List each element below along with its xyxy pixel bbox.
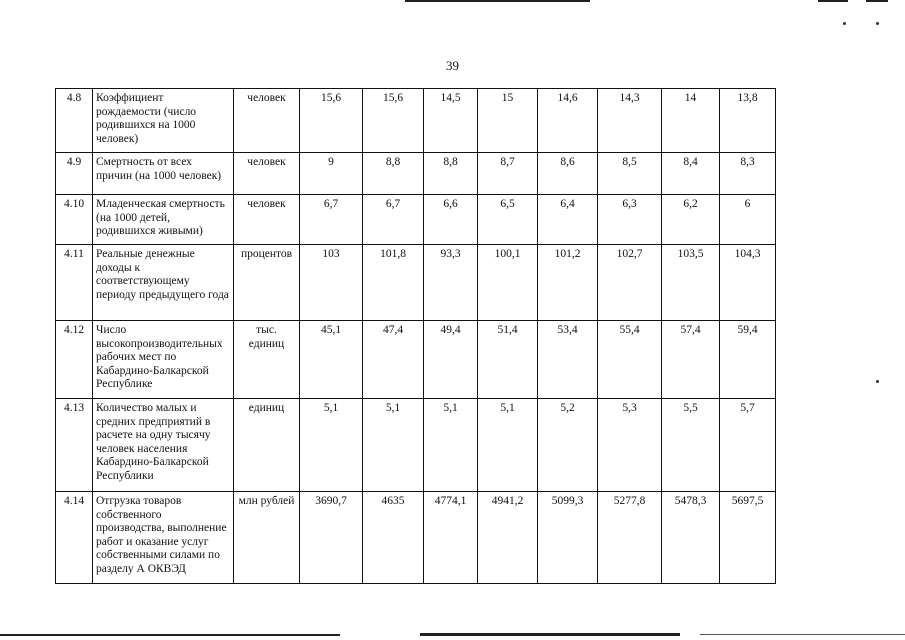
value-cell: 6 — [720, 195, 776, 245]
row-number: 4.11 — [56, 245, 93, 321]
value-cell: 8,3 — [720, 153, 776, 195]
page-number: 39 — [446, 58, 459, 73]
value-cell: 47,4 — [363, 321, 424, 399]
scan-speck — [876, 380, 879, 383]
value-cell: 6,3 — [598, 195, 662, 245]
value-cell: 5,1 — [300, 399, 363, 492]
value-cell: 8,5 — [598, 153, 662, 195]
unit-cell: процентов — [234, 245, 300, 321]
table-row — [56, 89, 776, 153]
value-cell: 6,4 — [538, 195, 598, 245]
value-cell: 5,7 — [720, 399, 776, 492]
indicator-name: Число высокопроизводительных рабочих мест по Кабардино-Балкарской Республике — [93, 321, 234, 399]
value-cell: 8,8 — [424, 153, 478, 195]
unit-cell: тыс. единиц — [234, 321, 300, 399]
value-cell: 14 — [662, 89, 720, 153]
table-body — [56, 89, 776, 584]
indicator-name: Коэффициент рождаемости (число родившихся на 1000 человек) — [93, 89, 234, 153]
value-cell: 4941,2 — [478, 492, 538, 584]
value-cell: 8,4 — [662, 153, 720, 195]
unit-cell: человек — [234, 195, 300, 245]
value-cell: 15 — [478, 89, 538, 153]
value-cell: 6,2 — [662, 195, 720, 245]
value-cell: 15,6 — [300, 89, 363, 153]
value-cell: 5,1 — [424, 399, 478, 492]
value-cell: 14,5 — [424, 89, 478, 153]
table-row — [56, 399, 776, 492]
table-row — [56, 492, 776, 584]
indicator-name: Младенческая смертность (на 1000 детей, родившихся живыми) — [93, 195, 234, 245]
indicator-name: Количество малых и средних предприятий в расчете на одну тысячу человек населения Кабардино-Балкарской Республики — [93, 399, 234, 492]
value-cell: 49,4 — [424, 321, 478, 399]
value-cell: 14,3 — [598, 89, 662, 153]
value-cell: 6,5 — [478, 195, 538, 245]
value-cell: 100,1 — [478, 245, 538, 321]
scan-bottom-rule — [0, 634, 340, 636]
value-cell: 5,1 — [363, 399, 424, 492]
value-cell: 51,4 — [478, 321, 538, 399]
row-number: 4.8 — [56, 89, 93, 153]
unit-cell: единиц — [234, 399, 300, 492]
value-cell: 14,6 — [538, 89, 598, 153]
value-cell: 93,3 — [424, 245, 478, 321]
row-number: 4.10 — [56, 195, 93, 245]
row-number: 4.9 — [56, 153, 93, 195]
scan-bottom-rule — [420, 633, 680, 636]
value-cell: 6,6 — [424, 195, 478, 245]
scan-bottom-rule — [700, 634, 905, 635]
value-cell: 6,7 — [300, 195, 363, 245]
value-cell: 5478,3 — [662, 492, 720, 584]
value-cell: 8,6 — [538, 153, 598, 195]
value-cell: 55,4 — [598, 321, 662, 399]
value-cell: 15,6 — [363, 89, 424, 153]
indicator-name: Отгрузка товаров собственного производства, выполнение работ и оказание услуг собственными силами по разделу А ОКВЭД — [93, 492, 234, 584]
value-cell: 53,4 — [538, 321, 598, 399]
value-cell: 5277,8 — [598, 492, 662, 584]
value-cell: 4774,1 — [424, 492, 478, 584]
table-row — [56, 321, 776, 399]
value-cell: 104,3 — [720, 245, 776, 321]
value-cell: 8,8 — [363, 153, 424, 195]
value-cell: 5,3 — [598, 399, 662, 492]
value-cell: 103,5 — [662, 245, 720, 321]
value-cell: 59,4 — [720, 321, 776, 399]
scan-top-rule — [818, 0, 848, 2]
scan-top-rule — [866, 0, 888, 2]
unit-cell: человек — [234, 153, 300, 195]
value-cell: 45,1 — [300, 321, 363, 399]
value-cell: 5,5 — [662, 399, 720, 492]
table-row — [56, 153, 776, 195]
value-cell: 13,8 — [720, 89, 776, 153]
value-cell: 103 — [300, 245, 363, 321]
value-cell: 5697,5 — [720, 492, 776, 584]
unit-cell: человек — [234, 89, 300, 153]
table-row — [56, 245, 776, 321]
indicator-name: Смертность от всех причин (на 1000 человек) — [93, 153, 234, 195]
value-cell: 9 — [300, 153, 363, 195]
value-cell: 5099,3 — [538, 492, 598, 584]
value-cell: 5,1 — [478, 399, 538, 492]
value-cell: 101,2 — [538, 245, 598, 321]
value-cell: 5,2 — [538, 399, 598, 492]
row-number: 4.13 — [56, 399, 93, 492]
scan-speck — [876, 22, 879, 25]
scan-speck — [843, 22, 846, 25]
indicators-table — [55, 88, 776, 584]
value-cell: 4635 — [363, 492, 424, 584]
row-number: 4.14 — [56, 492, 93, 584]
value-cell: 57,4 — [662, 321, 720, 399]
value-cell: 101,8 — [363, 245, 424, 321]
value-cell: 102,7 — [598, 245, 662, 321]
table-row — [56, 195, 776, 245]
scan-top-rule — [405, 0, 590, 2]
value-cell: 3690,7 — [300, 492, 363, 584]
value-cell: 6,7 — [363, 195, 424, 245]
unit-cell: млн рублей — [234, 492, 300, 584]
indicator-name: Реальные денежные доходы к соответствующему периоду предыдущего года — [93, 245, 234, 321]
value-cell: 8,7 — [478, 153, 538, 195]
row-number: 4.12 — [56, 321, 93, 399]
